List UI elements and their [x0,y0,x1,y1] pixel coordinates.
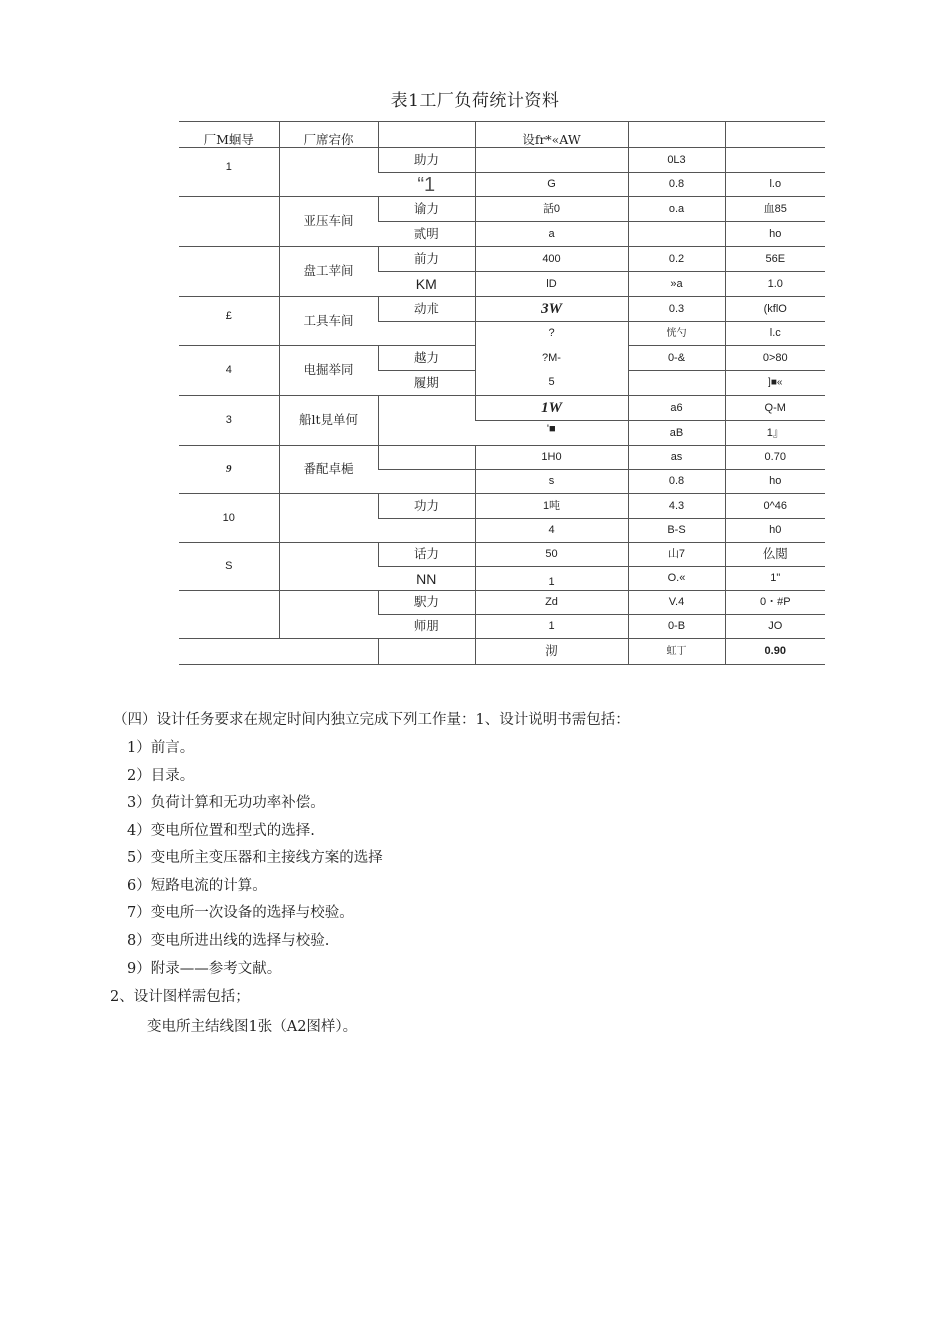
workshop-name-cell [279,639,378,665]
kd-cell: as [628,446,725,470]
kd-cell: 0L3 [628,148,725,173]
capacity-cell: s [475,470,628,494]
list-item: 4）变电所位置和型式的选择. [127,823,315,839]
kd-cell: a6 [628,396,725,421]
capacity-cell: 400 [475,247,628,272]
factory-no-cell: S [179,543,279,591]
cos-cell: 1』 [725,421,825,446]
table-row [179,297,825,322]
table-row [179,494,825,519]
kd-cell [628,222,725,247]
load-type-cell: 功力 [378,494,475,519]
kd-cell: 恍勺 [628,322,725,346]
workshop-name-cell [279,591,378,639]
cos-cell: ho [725,222,825,247]
kd-cell: 0.8 [628,470,725,494]
load-type-cell [378,322,475,346]
load-type-cell [378,396,475,446]
load-type-cell: 助力 [378,148,475,173]
cos-cell [725,148,825,173]
load-type-cell: 贰明 [378,222,475,247]
factory-no-cell: 3 [179,396,279,446]
table-row [179,543,825,567]
workshop-name-cell [279,494,378,543]
kd-cell: B-S [628,519,725,543]
load-type-cell [378,446,475,470]
cos-cell: l.c [725,322,825,346]
kd-cell: V.4 [628,591,725,615]
header-cell: 设fr*«AW [475,122,628,148]
capacity-cell: 4 [475,519,628,543]
kd-cell: »a [628,272,725,297]
cos-cell: 0.70 [725,446,825,470]
load-type-cell [378,519,475,543]
list-item: 变电所主结线图1张（A2图样）。 [147,1019,358,1035]
factory-no-cell: 9 [179,446,279,494]
workshop-name-cell [279,543,378,591]
cos-cell: 血85 [725,197,825,222]
kd-cell: aB [628,421,725,446]
cos-cell: h0 [725,519,825,543]
load-type-cell: 前力 [378,247,475,272]
cos-cell: 0>80 [725,346,825,371]
load-type-cell: NN [378,567,475,591]
cos-cell: 1.0 [725,272,825,297]
load-type-cell: 动朮 [378,297,475,322]
section-heading: 2、设计图样需包括； [110,989,250,1005]
table-row [179,591,825,615]
workshop-name-cell: 工具车间 [279,297,378,346]
load-statistics-table [179,121,825,665]
capacity-cell: 1吨 [475,494,628,519]
workshop-name-cell [279,148,378,197]
header-cell [378,122,475,148]
kd-cell: 0.2 [628,247,725,272]
cos-cell: 0.90 [725,639,825,665]
kd-cell: O.« [628,567,725,591]
kd-cell: 4.3 [628,494,725,519]
capacity-cell: Zd [475,591,628,615]
table-row [179,197,825,222]
table-row [179,148,825,173]
table-row [179,346,825,371]
capacity-cell: lD [475,272,628,297]
factory-no-cell: 1 [179,148,279,197]
cos-cell: JO [725,615,825,639]
load-type-cell: 谕力 [378,197,475,222]
capacity-cell: 1 [475,567,628,591]
workshop-name-cell: 电掘举同 [279,346,378,396]
factory-no-cell [179,639,279,665]
kd-cell: 山7 [628,543,725,567]
kd-cell: 0.8 [628,173,725,197]
section-heading: （四）设计任务要求在规定时间内独立完成下列工作量：1、设计说明书需包括： [113,712,630,728]
table-row [179,247,825,272]
cos-cell: Q-M [725,396,825,421]
factory-no-cell [179,247,279,297]
capacity-cell: G [475,173,628,197]
list-item: 9）附录——参考文献。 [127,961,282,977]
load-type-cell [378,470,475,494]
kd-cell [628,371,725,396]
workshop-name-cell: 船lt見单何 [279,396,378,446]
cos-cell: 仫閲 [725,543,825,567]
list-item: 2）目录。 [127,768,195,784]
capacity-cell: 話0 [475,197,628,222]
header-cell: 厂席宕你 [279,122,378,148]
capacity-cell: a [475,222,628,247]
list-item: 1）前言。 [127,740,195,756]
capacity-cell [475,148,628,173]
factory-no-cell [179,591,279,639]
cos-cell: 1" [725,567,825,591]
kd-cell: 虹丁 [628,639,725,665]
table-row [179,396,825,421]
list-item: 3）负荷计算和无功功率补偿。 [127,795,325,811]
kd-cell: o.a [628,197,725,222]
capacity-cell: ? [475,322,628,346]
capacity-cell: 1 [475,615,628,639]
list-item: 6）短路电流的计算。 [127,878,267,894]
factory-no-cell [179,197,279,247]
capacity-cell: ?M- [475,346,628,371]
cos-cell: 0・#P [725,591,825,615]
cos-cell: ]■« [725,371,825,396]
workshop-name-cell: 盘工苹间 [279,247,378,297]
capacity-cell: 1W [475,396,628,421]
factory-no-cell: £ [179,297,279,346]
cos-cell: 0^46 [725,494,825,519]
load-type-cell: KM [378,272,475,297]
cos-cell: 56E [725,247,825,272]
capacity-cell: 50 [475,543,628,567]
kd-cell: 0-& [628,346,725,371]
load-type-cell: 话力 [378,543,475,567]
kd-cell: 0-B [628,615,725,639]
load-type-cell: “1 [378,173,475,197]
cos-cell: l.o [725,173,825,197]
list-item: 7）变电所一次设备的选择与校验。 [127,905,354,921]
kd-cell: 0.3 [628,297,725,322]
cos-cell: (kflO [725,297,825,322]
capacity-cell: 3W [475,297,628,322]
load-type-cell [378,639,475,665]
workshop-name-cell: 番配卓梔 [279,446,378,494]
list-item: 8）变电所进出线的选择与校验. [127,933,330,949]
capacity-cell: '■ [475,421,628,446]
capacity-cell: 1H0 [475,446,628,470]
workshop-name-cell: 亚压车间 [279,197,378,247]
header-cell [725,122,825,148]
load-type-cell: 师朋 [378,615,475,639]
factory-no-cell: 10 [179,494,279,543]
table-header-row [179,122,825,148]
header-cell [628,122,725,148]
table-title: 表1工厂负荷统计资料 [390,91,560,111]
capacity-cell: 5 [475,371,628,396]
header-cell: 厂M蛔导 [179,122,279,148]
load-type-cell: 履期 [378,371,475,396]
list-item: 5）变电所主变压器和主接线方案的选择 [127,850,383,866]
table-row [179,446,825,470]
cos-cell: ho [725,470,825,494]
load-type-cell: 越力 [378,346,475,371]
capacity-cell: 沏 [475,639,628,665]
table-row [179,639,825,665]
factory-no-cell: 4 [179,346,279,396]
load-type-cell: 駅力 [378,591,475,615]
